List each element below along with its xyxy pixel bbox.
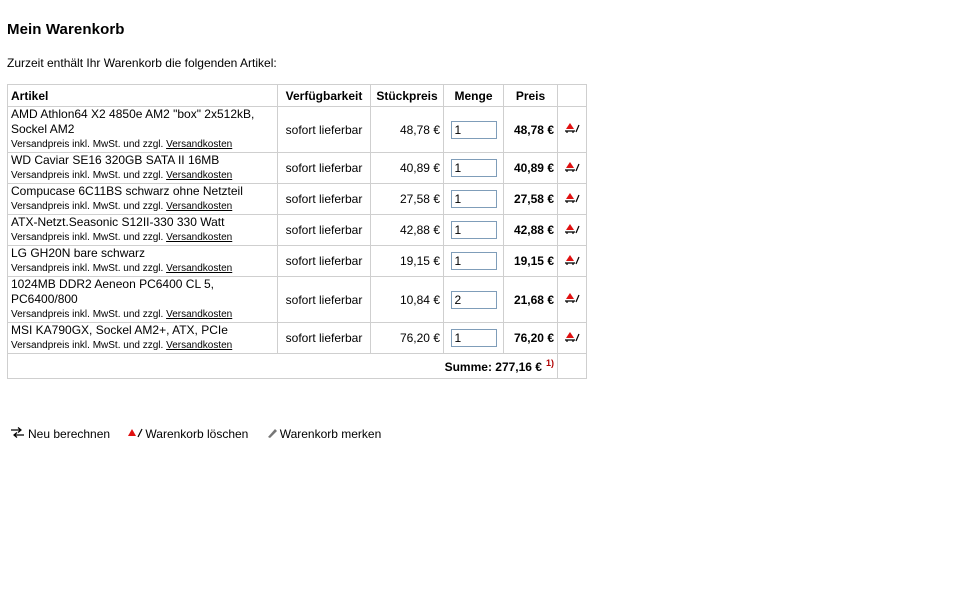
- delete-cell: [558, 246, 587, 277]
- article-name: ATX-Netzt.Seasonic S12II-330 330 Watt: [11, 215, 225, 229]
- table-row: [8, 323, 587, 354]
- cart-intro-text: Zurzeit enthält Ihr Warenkorb die folgenden Artikel:: [7, 56, 277, 70]
- table-row: [8, 107, 587, 153]
- article-name: AMD Athlon64 X2 4850e AM2 "box" 2x512kB, Sockel AM2: [11, 107, 255, 136]
- article-cell: [8, 215, 278, 246]
- price-cell: 21,68 €: [504, 277, 558, 323]
- price-cell: 40,89 €: [504, 153, 558, 184]
- shipping-note: [11, 137, 274, 152]
- remove-from-cart-icon[interactable]: [564, 292, 580, 304]
- shipping-costs-link[interactable]: Versandkosten: [166, 201, 233, 212]
- shipping-costs-link[interactable]: Versandkosten: [166, 340, 233, 351]
- article-name: LG GH20N bare schwarz: [11, 246, 146, 260]
- availability-cell: sofort lieferbar: [278, 107, 371, 153]
- shipping-note: [11, 307, 274, 322]
- pencil-icon: [266, 427, 278, 439]
- shipping-note-text: Versandpreis inkl. MwSt. und zzgl.: [11, 232, 167, 243]
- table-header-row: [8, 85, 587, 107]
- availability-cell: sofort lieferbar: [278, 184, 371, 215]
- cart-actions: [10, 427, 430, 439]
- quantity-cell: [444, 277, 504, 323]
- price-cell: 48,78 €: [504, 107, 558, 153]
- article-name: 1024MB DDR2 Aeneon PC6400 CL 5, PC6400/800: [11, 277, 215, 306]
- article-cell: [8, 277, 278, 323]
- header-quantity: Menge: [444, 85, 504, 107]
- quantity-input[interactable]: [451, 121, 497, 139]
- availability-cell: sofort lieferbar: [278, 323, 371, 354]
- sum-cell: [8, 354, 558, 379]
- availability-cell: sofort lieferbar: [278, 153, 371, 184]
- shipping-note: [11, 230, 274, 245]
- remove-from-cart-icon[interactable]: [564, 192, 580, 204]
- delete-cell: [558, 107, 587, 153]
- shipping-note-text: Versandpreis inkl. MwSt. und zzgl.: [11, 170, 167, 181]
- sum-row: [8, 354, 587, 379]
- remove-from-cart-icon[interactable]: [564, 331, 580, 343]
- article-name: MSI KA790GX, Sockel AM2+, ATX, PCIe: [11, 323, 228, 337]
- article-cell: [8, 153, 278, 184]
- table-row: [8, 277, 587, 323]
- cart-sum: Summe: 277,16 €: [444, 360, 542, 374]
- header-delete: [558, 85, 587, 107]
- price-cell: 76,20 €: [504, 323, 558, 354]
- remove-from-cart-icon[interactable]: [564, 122, 580, 134]
- availability-cell: sofort lieferbar: [278, 246, 371, 277]
- quantity-cell: [444, 323, 504, 354]
- quantity-input[interactable]: [451, 221, 497, 239]
- remove-from-cart-icon[interactable]: [564, 254, 580, 266]
- table-row: [8, 215, 587, 246]
- recalculate-label: Neu berechnen: [28, 427, 111, 439]
- delete-cell: [558, 277, 587, 323]
- availability-cell: sofort lieferbar: [278, 277, 371, 323]
- shipping-costs-link[interactable]: Versandkosten: [166, 232, 233, 243]
- shipping-note-text: Versandpreis inkl. MwSt. und zzgl.: [11, 201, 167, 212]
- article-name: Compucase 6C11BS schwarz ohne Netzteil: [11, 184, 243, 198]
- table-row: [8, 246, 587, 277]
- unit-price-cell: 76,20 €: [371, 323, 444, 354]
- quantity-input[interactable]: [451, 159, 497, 177]
- shipping-note-text: Versandpreis inkl. MwSt. und zzgl.: [11, 340, 167, 351]
- delete-cell: [558, 215, 587, 246]
- article-name: WD Caviar SE16 320GB SATA II 16MB: [11, 153, 220, 167]
- clear-cart-label: Warenkorb löschen: [145, 427, 249, 439]
- header-unit-price: Stückpreis: [371, 85, 444, 107]
- shipping-note: [11, 338, 274, 353]
- shipping-note: [11, 261, 274, 276]
- save-cart-label: Warenkorb merken: [279, 427, 382, 439]
- quantity-cell: [444, 215, 504, 246]
- quantity-cell: [444, 184, 504, 215]
- article-cell: [8, 107, 278, 153]
- cart-table: [7, 84, 587, 379]
- unit-price-cell: 10,84 €: [371, 277, 444, 323]
- shipping-note-text: Versandpreis inkl. MwSt. und zzgl.: [11, 263, 167, 274]
- shipping-note: [11, 199, 274, 214]
- shipping-costs-link[interactable]: Versandkosten: [166, 139, 233, 150]
- unit-price-cell: 19,15 €: [371, 246, 444, 277]
- delete-cell: [558, 153, 587, 184]
- recalculate-icon: [10, 427, 26, 439]
- header-availability: Verfügbarkeit: [278, 85, 371, 107]
- footnote-marker: 1): [545, 358, 554, 368]
- shipping-costs-link[interactable]: Versandkosten: [166, 170, 233, 181]
- price-cell: 42,88 €: [504, 215, 558, 246]
- remove-from-cart-icon[interactable]: [564, 161, 580, 173]
- save-cart-button[interactable]: [266, 427, 382, 439]
- unit-price-cell: 48,78 €: [371, 107, 444, 153]
- price-cell: 27,58 €: [504, 184, 558, 215]
- shipping-note-text: Versandpreis inkl. MwSt. und zzgl.: [11, 309, 167, 320]
- table-row: [8, 153, 587, 184]
- quantity-input[interactable]: [451, 190, 497, 208]
- shipping-note-text: Versandpreis inkl. MwSt. und zzgl.: [11, 139, 167, 150]
- table-row: [8, 184, 587, 215]
- header-article: Artikel: [8, 85, 278, 107]
- unit-price-cell: 42,88 €: [371, 215, 444, 246]
- shipping-note: [11, 168, 274, 183]
- quantity-cell: [444, 107, 504, 153]
- page-title: Mein Warenkorb: [7, 21, 125, 38]
- quantity-cell: [444, 246, 504, 277]
- price-cell: 19,15 €: [504, 246, 558, 277]
- article-cell: [8, 323, 278, 354]
- quantity-input[interactable]: [451, 252, 497, 270]
- unit-price-cell: 27,58 €: [371, 184, 444, 215]
- shipping-costs-link[interactable]: Versandkosten: [166, 263, 233, 274]
- quantity-input[interactable]: [451, 329, 497, 347]
- article-cell: [8, 246, 278, 277]
- sum-empty-cell: [558, 354, 587, 379]
- delete-cell: [558, 323, 587, 354]
- article-cell: [8, 184, 278, 215]
- delete-cell: [558, 184, 587, 215]
- shipping-costs-link[interactable]: Versandkosten: [166, 309, 233, 320]
- unit-price-cell: 40,89 €: [371, 153, 444, 184]
- quantity-input[interactable]: [451, 291, 497, 309]
- recalculate-button[interactable]: [10, 427, 110, 439]
- remove-from-cart-icon[interactable]: [564, 223, 580, 235]
- clear-cart-button[interactable]: [127, 427, 248, 439]
- availability-cell: sofort lieferbar: [278, 215, 371, 246]
- quantity-cell: [444, 153, 504, 184]
- clear-cart-icon: [127, 427, 143, 439]
- header-price: Preis: [504, 85, 558, 107]
